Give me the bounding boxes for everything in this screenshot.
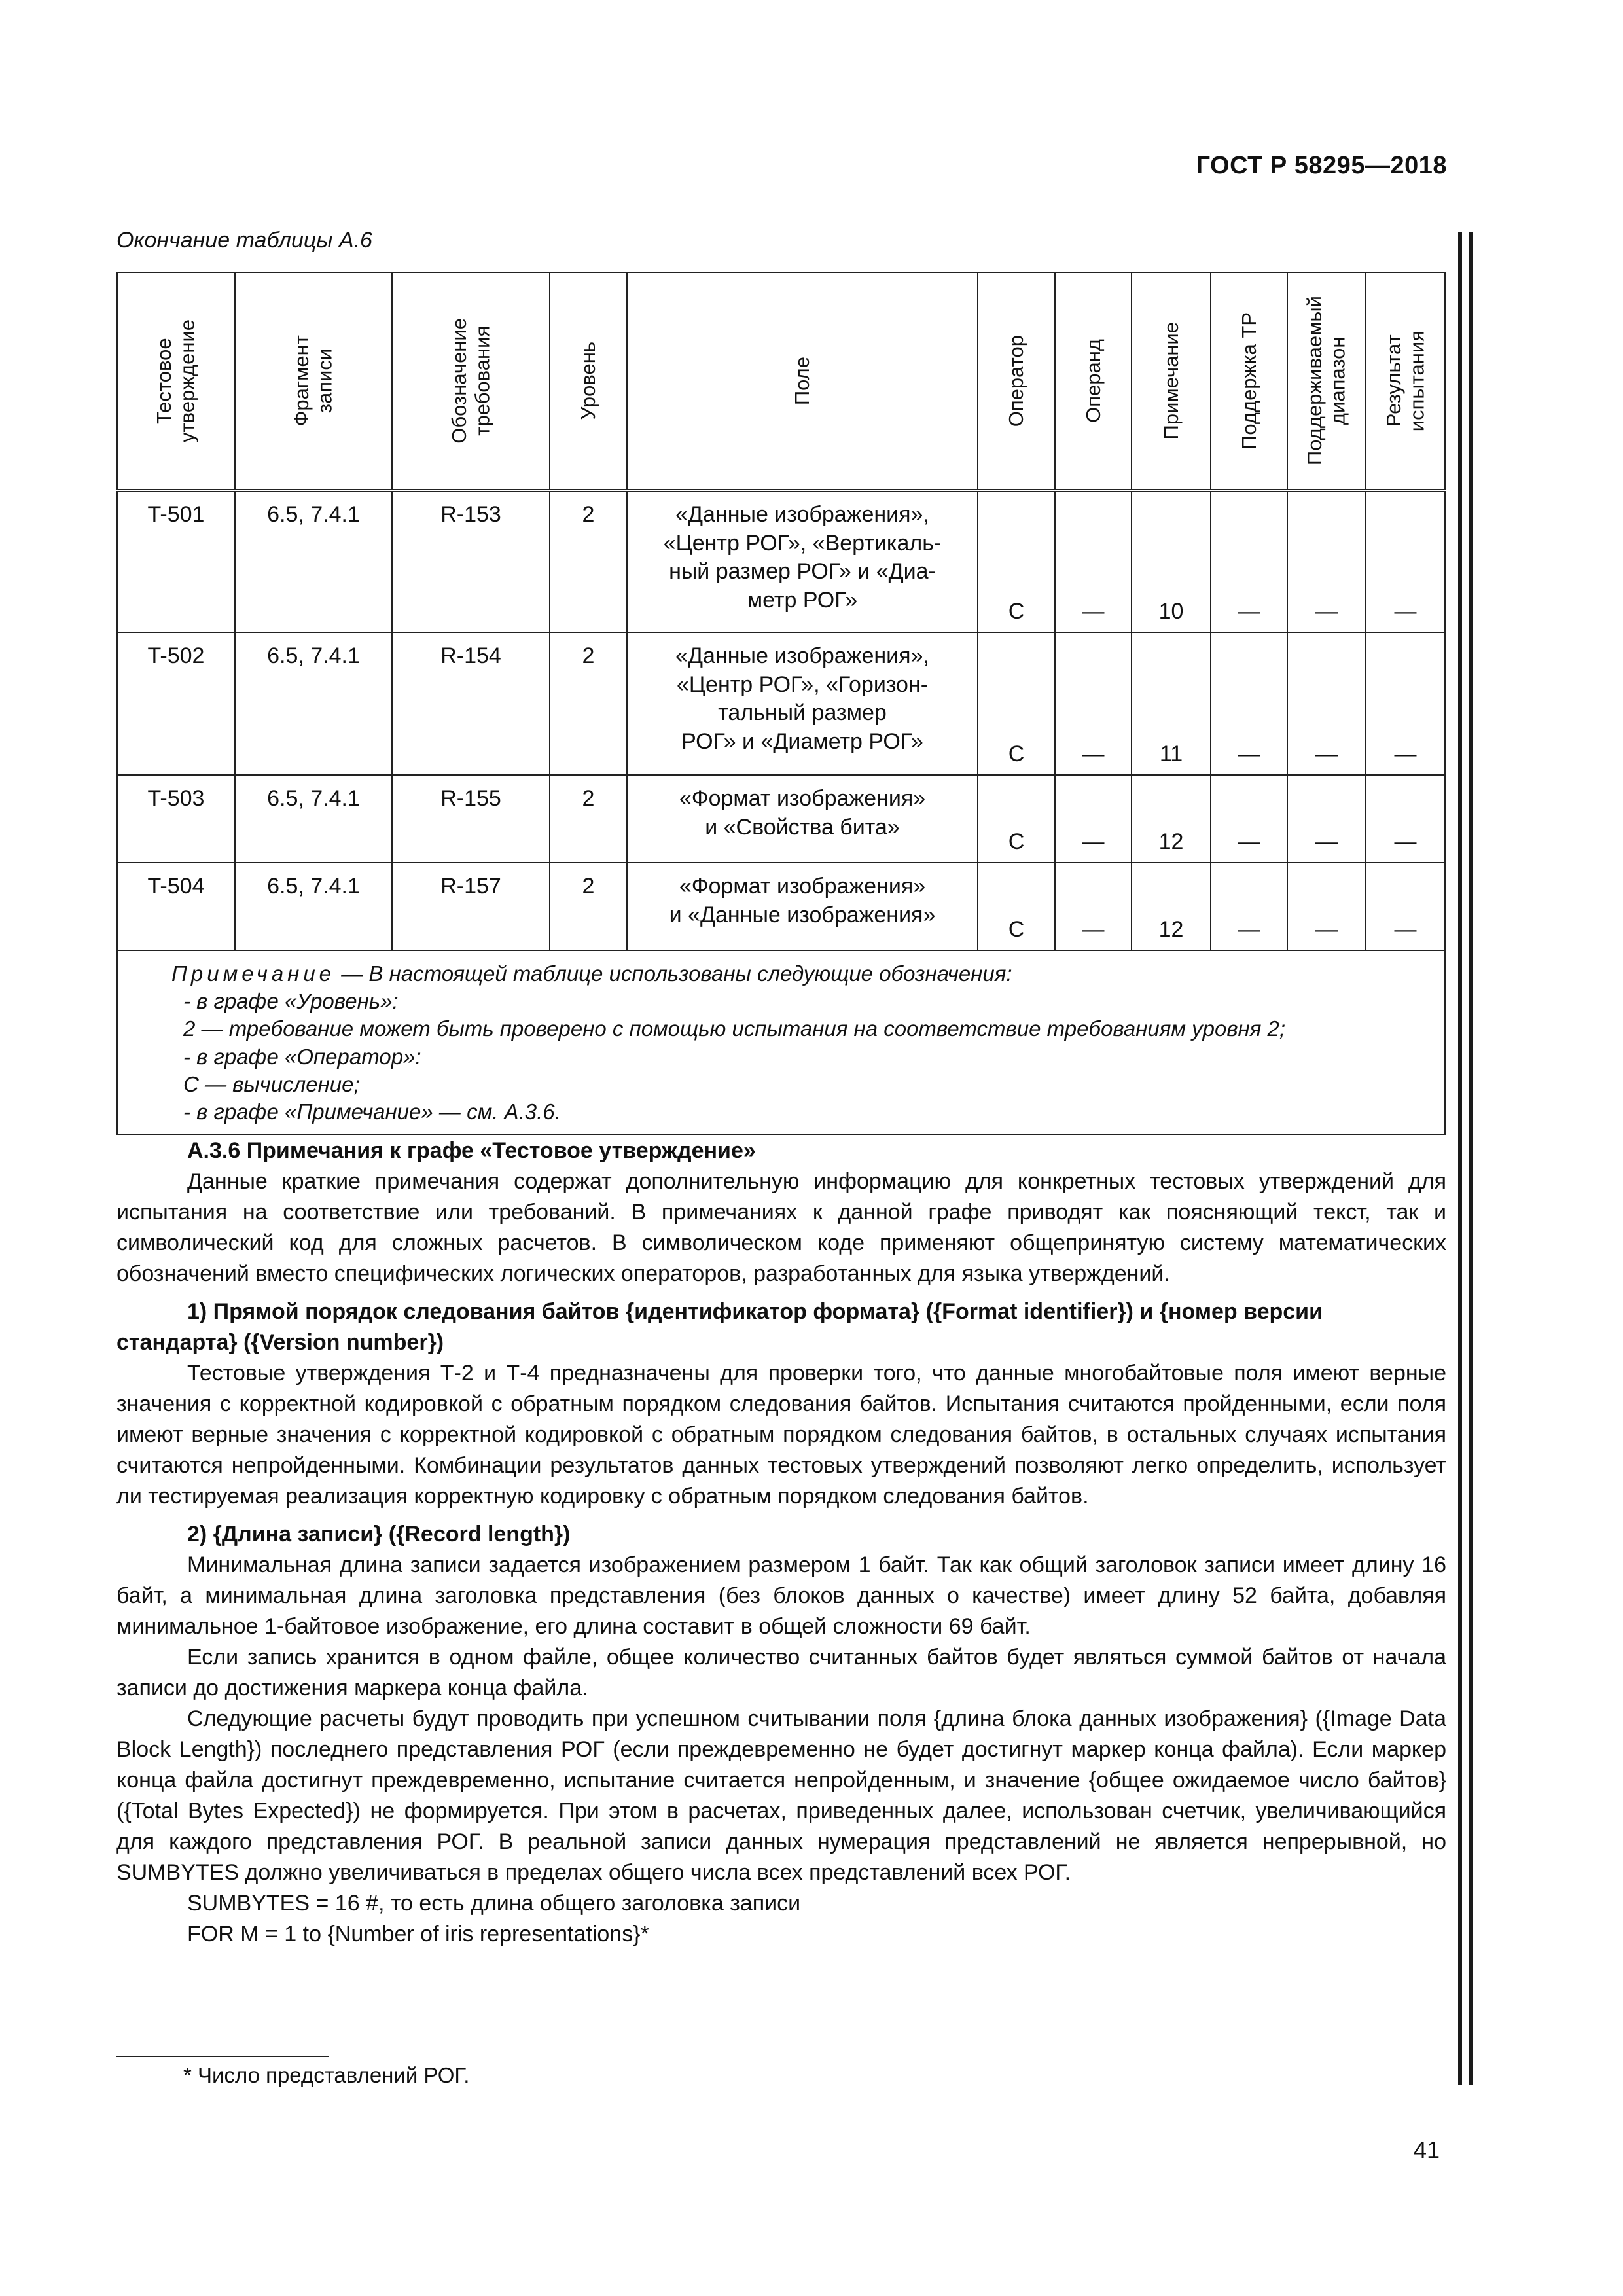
cell-supported-range: — bbox=[1287, 490, 1366, 632]
cell-test-result: — bbox=[1366, 863, 1445, 950]
page-number: 41 bbox=[1414, 2136, 1440, 2163]
cell-field: «Данные изображения», «Центр РОГ», «Горизон- тальный размер РОГ» и «Диаметр РОГ» bbox=[627, 632, 978, 775]
margin-bar-left bbox=[1458, 232, 1462, 2085]
note-line: - в графе «Оператор»: bbox=[183, 1044, 421, 1069]
col-header-operand: Операнд bbox=[1055, 272, 1132, 490]
cell-test-assertion: T-503 bbox=[117, 775, 235, 863]
cell-record-fragment: 6.5, 7.4.1 bbox=[235, 863, 392, 950]
body-text bbox=[116, 1136, 1446, 1950]
cell-field: «Данные изображения», «Центр РОГ», «Вертикаль- ный размер РОГ» и «Диа- метр РОГ» bbox=[627, 490, 978, 632]
cell-test-assertion: T-504 bbox=[117, 863, 235, 950]
cell-requirement-id: R-154 bbox=[392, 632, 550, 775]
note-label: Примечание bbox=[171, 961, 336, 986]
cell-test-assertion: T-502 bbox=[117, 632, 235, 775]
table-row bbox=[117, 775, 1445, 863]
cell-requirement-id: R-157 bbox=[392, 863, 550, 950]
cell-supported-range: — bbox=[1287, 775, 1366, 863]
col-header-field: Поле bbox=[627, 272, 978, 490]
cell-note: 10 bbox=[1132, 490, 1211, 632]
footnote: * Число представлений РОГ. bbox=[183, 2063, 470, 2087]
cell-tr-support: — bbox=[1211, 632, 1287, 775]
table-row bbox=[117, 490, 1445, 632]
cell-tr-support: — bbox=[1211, 863, 1287, 950]
col-header-level: Уровень bbox=[550, 272, 627, 490]
cell-note: 11 bbox=[1132, 632, 1211, 775]
table-row bbox=[117, 863, 1445, 950]
cell-tr-support: — bbox=[1211, 490, 1287, 632]
cell-field: «Формат изображения» и «Свойства бита» bbox=[627, 775, 978, 863]
cell-operator: С bbox=[978, 775, 1055, 863]
table-note-row bbox=[117, 950, 1445, 1134]
code-line: SUMBYTES = 16 #, то есть длина общего заголовка записи bbox=[187, 1891, 801, 1916]
cell-level: 2 bbox=[550, 490, 627, 632]
cell-record-fragment: 6.5, 7.4.1 bbox=[235, 632, 392, 775]
footnote-divider bbox=[116, 2056, 329, 2057]
cell-note: 12 bbox=[1132, 863, 1211, 950]
document-number: ГОСТ Р 58295—2018 bbox=[1196, 152, 1447, 179]
cell-note: 12 bbox=[1132, 775, 1211, 863]
col-header-test-assertion: Тестовое утверждение bbox=[117, 272, 235, 490]
cell-test-result: — bbox=[1366, 775, 1445, 863]
table-note bbox=[117, 950, 1445, 1134]
cell-requirement-id: R-155 bbox=[392, 775, 550, 863]
cell-supported-range: — bbox=[1287, 632, 1366, 775]
table-a6 bbox=[116, 272, 1446, 1135]
col-header-record-fragment: Фрагмент записи bbox=[235, 272, 392, 490]
table-continuation-caption: Окончание таблицы А.6 bbox=[116, 228, 372, 253]
subsection-heading: 2) {Длина записи} ({Record length}) bbox=[187, 1522, 571, 1547]
code-line: FOR M = 1 to {Number of iris representations}* bbox=[187, 1922, 649, 1946]
col-header-requirement-id: Обозначение требования bbox=[392, 272, 550, 490]
cell-tr-support: — bbox=[1211, 775, 1287, 863]
paragraph: Данные краткие примечания содержат дополнительную информацию для конкретных тестовых утверждений для испытания на соответствие или требований. В примечаниях к данной графе приводят как поясняющий текст, так и символический код для сложных расчетов. В символическом коде применяют общепринятую систему математических обозначений вместо специфических логических операторов, разработанных для языка утверждений. bbox=[116, 1169, 1446, 1286]
cell-record-fragment: 6.5, 7.4.1 bbox=[235, 490, 392, 632]
note-line: С — вычисление; bbox=[183, 1071, 360, 1096]
cell-record-fragment: 6.5, 7.4.1 bbox=[235, 775, 392, 863]
note-intro: — В настоящей таблице использованы следующие обозначения: bbox=[335, 961, 1012, 986]
cell-requirement-id: R-153 bbox=[392, 490, 550, 632]
cell-level: 2 bbox=[550, 863, 627, 950]
cell-level: 2 bbox=[550, 632, 627, 775]
note-line: - в графе «Примечание» — см. А.3.6. bbox=[183, 1100, 561, 1124]
cell-supported-range: — bbox=[1287, 863, 1366, 950]
cell-operator: С bbox=[978, 632, 1055, 775]
table-header-row bbox=[117, 272, 1445, 490]
cell-operand: — bbox=[1055, 490, 1132, 632]
section-heading: А.3.6 Примечания к графе «Тестовое утверждение» bbox=[187, 1138, 756, 1163]
paragraph: Следующие расчеты будут проводить при успешном считывании поля {длина блока данных изображения} ({Image Data Block Length}) последнего представления РОГ (если преждевременно не будет достигнут маркер конца файла). Если маркер конца файла достигнут преждевременно, испытание считается непройденным, и значение {общее ожидаемое число байтов} ({Total Bytes Expected}) не формируется. При этом в расчетах, приведенных далее, использован счетчик, увеличивающийся для каждого представления РОГ. В реальной записи данных нумерация представлений не является непрерывной, но SUMBYTES должно увеличиваться в пределах общего числа всех представлений всех РОГ. bbox=[116, 1706, 1446, 1885]
cell-test-assertion: T-501 bbox=[117, 490, 235, 632]
cell-operand: — bbox=[1055, 632, 1132, 775]
cell-operand: — bbox=[1055, 863, 1132, 950]
paragraph: Тестовые утверждения Т-2 и Т-4 предназначены для проверки того, что данные многобайтовые поля имеют верные значения с корректной кодировкой с обратным порядком следования байтов. Испытания считаются пройденными, если поля имеют верные значения с корректной кодировкой с обратным порядком следования байтов, в остальных случаях испытания считаются непройденными. Комбинации результатов данных тестовых утверждений позволяют легко определить, использует ли тестируемая реализация корректную кодировку с обратным порядком следования байтов. bbox=[116, 1361, 1446, 1509]
paragraph: Если запись хранится в одном файле, общее количество считанных байтов будет являться суммой байтов от начала записи до достижения маркера конца файла. bbox=[116, 1645, 1446, 1700]
col-header-note: Примечание bbox=[1132, 272, 1211, 490]
note-line: - в графе «Уровень»: bbox=[183, 989, 399, 1014]
paragraph: Минимальная длина записи задается изображением размером 1 байт. Так как общий заголовок записи имеет длину 16 байт, а минимальная длина заголовка представления (без блоков данных о качестве) имеет длину 52 байта, добавляя минимальное 1-байтовое изображение, его длина составит в общей сложности 69 байт. bbox=[116, 1552, 1446, 1639]
cell-field: «Формат изображения» и «Данные изображения» bbox=[627, 863, 978, 950]
subsection-heading: 1) Прямой порядок следования байтов {идентификатор формата} ({Format identifier}) и {номер версии стандарта} ({Version number}) bbox=[116, 1299, 1323, 1355]
cell-operand: — bbox=[1055, 775, 1132, 863]
col-header-test-result: Результат испытания bbox=[1366, 272, 1445, 490]
cell-test-result: — bbox=[1366, 632, 1445, 775]
cell-operator: С bbox=[978, 863, 1055, 950]
col-header-operator: Оператор bbox=[978, 272, 1055, 490]
col-header-tr-support: Поддержка ТР bbox=[1211, 272, 1287, 490]
note-line: 2 — требование может быть проверено с помощью испытания на соответствие требованиям уровня 2; bbox=[183, 1016, 1286, 1041]
table-row bbox=[117, 632, 1445, 775]
col-header-supported-range: Поддерживаемый диапазон bbox=[1287, 272, 1366, 490]
margin-bar-right bbox=[1469, 232, 1473, 2085]
cell-test-result: — bbox=[1366, 490, 1445, 632]
cell-operator: С bbox=[978, 490, 1055, 632]
cell-level: 2 bbox=[550, 775, 627, 863]
